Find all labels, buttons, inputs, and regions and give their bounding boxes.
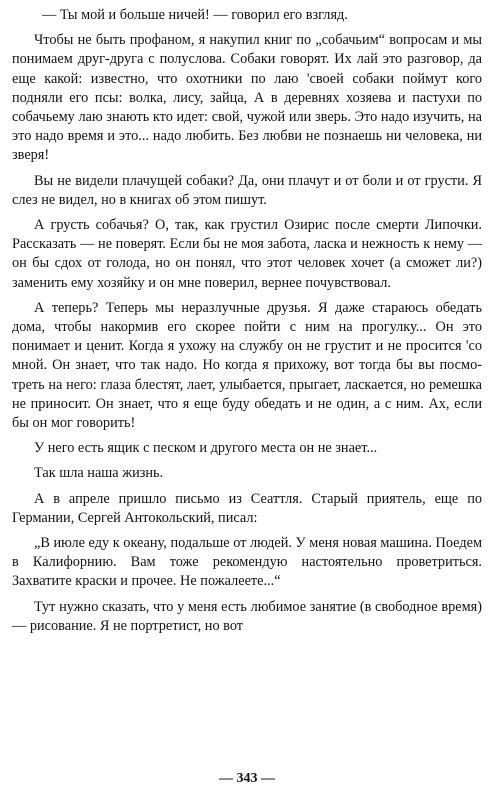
paragraph-4: А грусть собачья? О, так, как грустил Озирис после смерти Липочки. Рассказать — не поверят. Если бы не моя забота, ласка и нежность к нему — он бы сдох от голода, но он понял, что этот человек хочет (а сможет ли?) заменить ему хозяйку и он мне поверил, вернее почувствовал.: [12, 217, 482, 291]
paragraph-2: Чтобы не быть профаном, я накупил книг по „собачьим“ вопросам и мы понимаем друг-друга с полуслова. Собаки говорят. Их лай это разговор, да еще какой: известно, что охотники по лаю 'своей собаки поймут кого подняли его псы: волка, лису, зайца, А в деревнях хозяева и пастухи по собачьему лаю знають кто идет: свой, чужой или зверь. Это надо изучить, на это надо время и это... надо любить. Без любви не познаешь ни человека, ни зверя!: [12, 32, 482, 164]
paragraph-7: Так шла наша жизнь.: [34, 465, 164, 482]
paragraph-9: „В июле еду к океану, подальше от людей. У меня новая машина. Поедем в Калифорнию. Вам тоже рекомендую настоятельно проветриться. Захватите краски и прочее. Не пожалеете...“: [12, 535, 482, 590]
paragraph-5: А теперь? Теперь мы неразлучные друзья. Я даже стараюсь обедать дома, чтобы накормив его скорее пойти с ним на прогулку... Он это понимает и ценит. Когда я ухожу на службу он не грустит и не просится 'со мной. Он знает, что так надо. Но когда я прихожу, вот тогда бы вы посмотреть на него: глаза блестят, лает, улыбается, прыгает, ласкается, но ремешка не приносит. Он знает, что я еще буду обедать и не один, а с ним. Ах, если бы он мог говорить!: [12, 299, 482, 432]
paragraph-1: — Ты мой и больше ничей! — говорил его взгляд.: [42, 7, 348, 23]
paragraph-6: У него есть ящик с песком и другого места он не знает...: [34, 440, 378, 457]
page-number: — 343 —: [219, 770, 275, 786]
book-page: [12, 2, 482, 798]
paragraph-8: А в апреле пришло письмо из Сеаттля. Старый приятель, еще по Германии, Сергей Антокольский, писал:: [12, 490, 482, 526]
paragraph-3: Вы не видели плачущей собаки? Да, они плачут и от боли и от грусти. Я слез не видел, но в книгах об этом пишут.: [12, 172, 482, 208]
paragraph-10: Тут нужно сказать, что у меня есть любимое занятие (в свободное время) — рисование. Я не портретист, но вот: [12, 598, 482, 634]
